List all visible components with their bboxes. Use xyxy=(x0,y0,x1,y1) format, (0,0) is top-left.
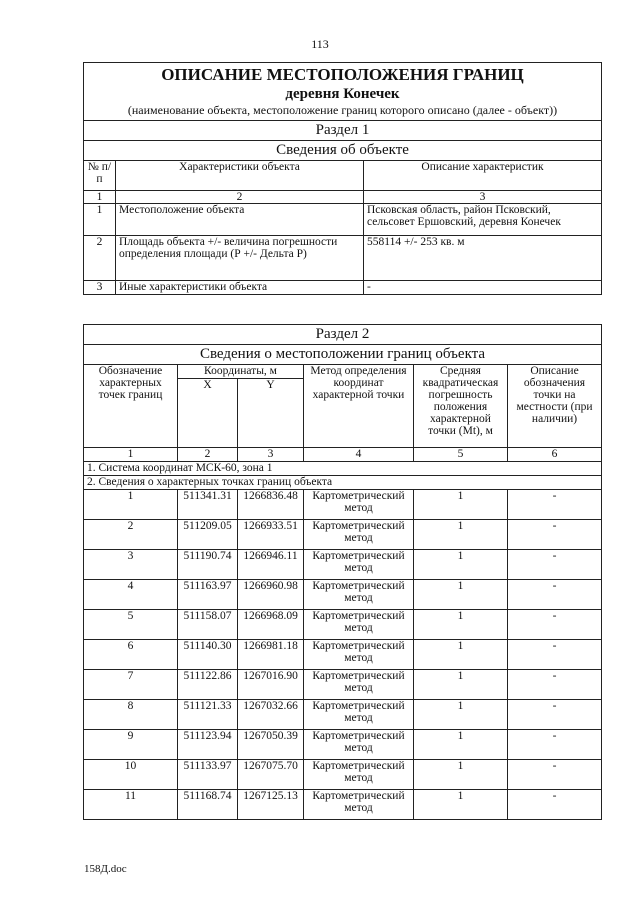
method: Картометрический метод xyxy=(304,610,414,640)
col-header-description: Описание обозначения точки на местности (при наличии) xyxy=(508,365,602,448)
point-number: 3 xyxy=(84,550,178,580)
characteristic-name: Местоположение объекта xyxy=(116,204,364,236)
characteristic-value: - xyxy=(364,281,602,295)
coord-y: 1267125.13 xyxy=(238,790,304,820)
coord-x: 511140.30 xyxy=(178,640,238,670)
table-row xyxy=(84,490,602,520)
coord-y: 1267050.39 xyxy=(238,730,304,760)
method: Картометрический метод xyxy=(304,730,414,760)
point-description: - xyxy=(508,520,602,550)
col-number: 1 xyxy=(84,191,116,204)
accuracy: 1 xyxy=(414,670,508,700)
footer-filename: 158Д.doc xyxy=(84,863,127,875)
col-number: 6 xyxy=(508,448,602,462)
table-row xyxy=(84,204,602,236)
points-header: 2. Сведения о характерных точках границ объекта xyxy=(84,476,602,490)
characteristic-value: Псковская область, район Псковский, сельсовет Ершовский, деревня Конечек xyxy=(364,204,602,236)
row-number: 3 xyxy=(84,281,116,295)
accuracy: 1 xyxy=(414,730,508,760)
col-number: 1 xyxy=(84,448,178,462)
method: Картометрический метод xyxy=(304,550,414,580)
coord-y: 1266946.11 xyxy=(238,550,304,580)
accuracy: 1 xyxy=(414,580,508,610)
point-description: - xyxy=(508,640,602,670)
point-number: 1 xyxy=(84,490,178,520)
method: Картометрический метод xyxy=(304,490,414,520)
col-header-coords: Координаты, м xyxy=(178,365,304,379)
boundary-points-table xyxy=(83,324,602,820)
method: Картометрический метод xyxy=(304,580,414,610)
coord-y: 1267032.66 xyxy=(238,700,304,730)
table-row xyxy=(84,760,602,790)
coord-y: 1266960.98 xyxy=(238,580,304,610)
col-number: 3 xyxy=(364,191,602,204)
col-header-points: Обозначение характерных точек границ xyxy=(84,365,178,448)
point-number: 4 xyxy=(84,580,178,610)
point-number: 6 xyxy=(84,640,178,670)
table-row xyxy=(84,520,602,550)
row-number: 2 xyxy=(84,236,116,281)
col-header-characteristic: Характеристики объекта xyxy=(116,161,364,191)
accuracy: 1 xyxy=(414,760,508,790)
coord-x: 511190.74 xyxy=(178,550,238,580)
page-number: 113 xyxy=(311,37,329,51)
coord-y: 1266836.48 xyxy=(238,490,304,520)
accuracy: 1 xyxy=(414,790,508,820)
table-row xyxy=(84,700,602,730)
point-description: - xyxy=(508,490,602,520)
section1-subtitle: Сведения об объекте xyxy=(84,141,602,161)
point-description: - xyxy=(508,760,602,790)
col-header-method: Метод определения координат характерной точки xyxy=(304,365,414,448)
accuracy: 1 xyxy=(414,700,508,730)
coord-y: 1267075.70 xyxy=(238,760,304,790)
point-description: - xyxy=(508,670,602,700)
table-row xyxy=(84,281,602,295)
characteristic-name: Площадь объекта +/- величина погрешности определения площади (Р +/- Дельта Р) xyxy=(116,236,364,281)
col-header-description: Описание характеристик xyxy=(364,161,602,191)
method: Картометрический метод xyxy=(304,670,414,700)
object-description-table xyxy=(83,62,602,295)
col-number: 3 xyxy=(238,448,304,462)
point-description: - xyxy=(508,790,602,820)
method: Картометрический метод xyxy=(304,760,414,790)
point-description: - xyxy=(508,580,602,610)
table-row xyxy=(84,236,602,281)
object-name: деревня Конечек xyxy=(285,86,400,102)
characteristic-name: Иные характеристики объекта xyxy=(116,281,364,295)
accuracy: 1 xyxy=(414,520,508,550)
coordinate-system: 1. Система координат МСК-60, зона 1 xyxy=(84,462,602,476)
coord-x: 511122.86 xyxy=(178,670,238,700)
col-number: 4 xyxy=(304,448,414,462)
point-number: 7 xyxy=(84,670,178,700)
coord-x: 511209.05 xyxy=(178,520,238,550)
point-number: 8 xyxy=(84,700,178,730)
method: Картометрический метод xyxy=(304,640,414,670)
coord-x: 511158.07 xyxy=(178,610,238,640)
table-row xyxy=(84,580,602,610)
coord-x: 511341.31 xyxy=(178,490,238,520)
accuracy: 1 xyxy=(414,610,508,640)
coord-y: 1266968.09 xyxy=(238,610,304,640)
section2-label: Раздел 2 xyxy=(84,325,602,345)
coord-y: 1266933.51 xyxy=(238,520,304,550)
coord-y: 1266981.18 xyxy=(238,640,304,670)
method: Картометрический метод xyxy=(304,790,414,820)
point-description: - xyxy=(508,700,602,730)
coord-x: 511168.74 xyxy=(178,790,238,820)
point-number: 9 xyxy=(84,730,178,760)
coord-x: 511163.97 xyxy=(178,580,238,610)
method: Картометрический метод xyxy=(304,520,414,550)
col-number: 2 xyxy=(116,191,364,204)
col-header-number: № п/п xyxy=(84,161,116,191)
accuracy: 1 xyxy=(414,640,508,670)
point-number: 10 xyxy=(84,760,178,790)
point-description: - xyxy=(508,550,602,580)
object-name-note: (наименование объекта, местоположение границ которого описано (далее - объект)) xyxy=(127,103,558,117)
section2-subtitle: Сведения о местоположении границ объекта xyxy=(84,345,602,365)
coord-x: 511133.97 xyxy=(178,760,238,790)
col-number: 5 xyxy=(414,448,508,462)
col-header-x: X xyxy=(178,379,238,448)
method: Картометрический метод xyxy=(304,700,414,730)
point-description: - xyxy=(508,730,602,760)
coord-x: 511123.94 xyxy=(178,730,238,760)
coord-y: 1267016.90 xyxy=(238,670,304,700)
table-row xyxy=(84,790,602,820)
point-number: 11 xyxy=(84,790,178,820)
accuracy: 1 xyxy=(414,490,508,520)
col-number: 2 xyxy=(178,448,238,462)
table-row xyxy=(84,730,602,760)
table-row xyxy=(84,550,602,580)
characteristic-value: 558114 +/- 253 кв. м xyxy=(364,236,602,281)
section1-label: Раздел 1 xyxy=(84,121,602,141)
point-number: 2 xyxy=(84,520,178,550)
row-number: 1 xyxy=(84,204,116,236)
point-number: 5 xyxy=(84,610,178,640)
col-header-y: Y xyxy=(238,379,304,448)
accuracy: 1 xyxy=(414,550,508,580)
col-header-accuracy: Средняя квадратическая погрешность положения характерной точки (Мt), м xyxy=(414,365,508,448)
coord-x: 511121.33 xyxy=(178,700,238,730)
table-row xyxy=(84,670,602,700)
table-row xyxy=(84,640,602,670)
document-title: ОПИСАНИЕ МЕСТОПОЛОЖЕНИЯ ГРАНИЦ xyxy=(161,65,524,84)
table-row xyxy=(84,610,602,640)
point-description: - xyxy=(508,610,602,640)
